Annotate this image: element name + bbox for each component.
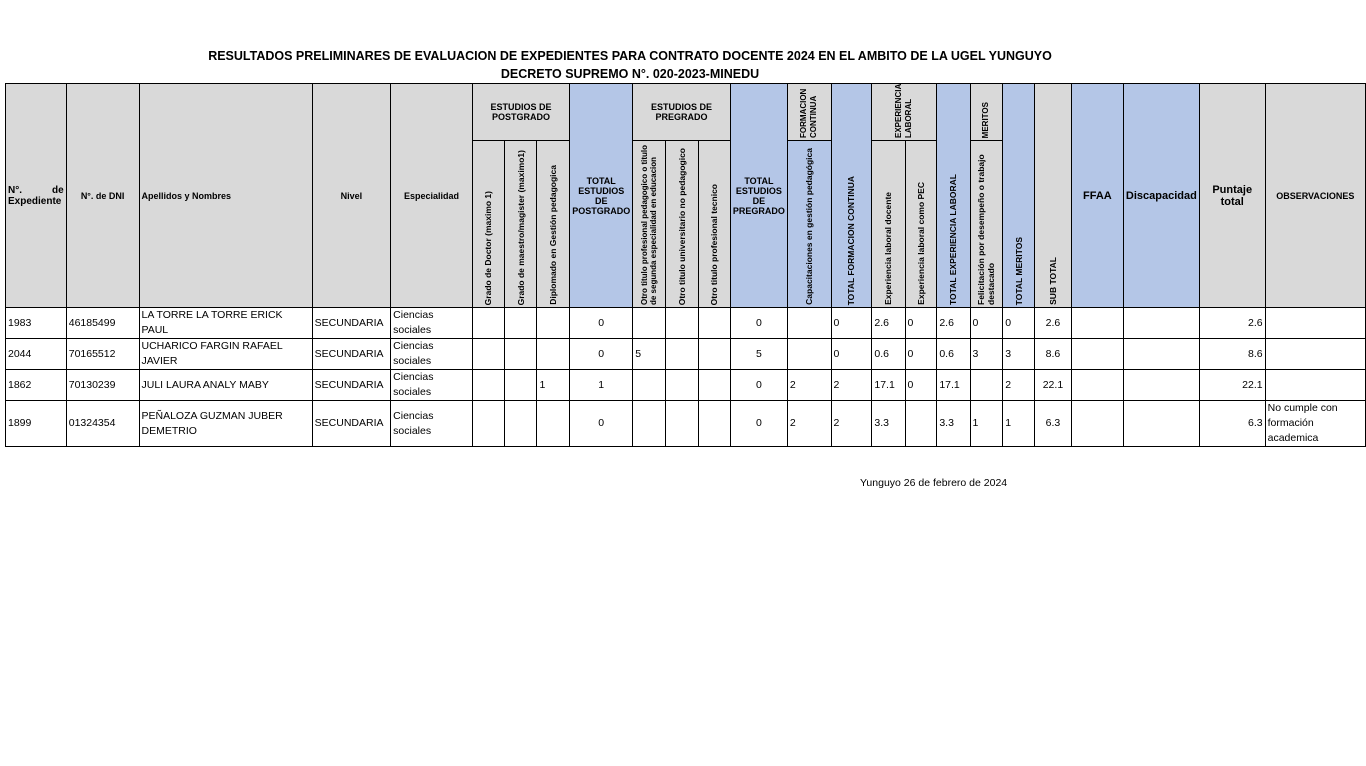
cell-subtotal: 8.6	[1035, 339, 1072, 370]
cell-total-form: 2	[831, 370, 872, 401]
cell-obs: No cumple con formación academica	[1265, 401, 1365, 447]
cell-total-exp: 17.1	[937, 370, 970, 401]
cell-total-form: 0	[831, 339, 872, 370]
cell-otro-ped	[633, 308, 666, 339]
cell-diplomado	[537, 401, 570, 447]
col-total-meritos: TOTAL MERITOS	[1003, 84, 1035, 308]
col-total-formacion: TOTAL FORMACION CONTINUA	[831, 84, 872, 308]
cell-subtotal: 22.1	[1035, 370, 1072, 401]
cell-total-pre: 0	[730, 308, 787, 339]
cell-nombre: JULI LAURA ANALY MABY	[139, 370, 312, 401]
cell-otro-tec	[698, 339, 730, 370]
document-subtitle: DECRETO SUPREMO N°. 020-2023-MINEDU	[500, 67, 760, 81]
cell-capac	[787, 308, 831, 339]
col-felicitacion: Felicitación por desempeño o trabajo destacado	[970, 141, 1003, 308]
cell-total-pre: 5	[730, 339, 787, 370]
col-expediente: N°. de Expediente	[6, 84, 67, 308]
cell-total-exp: 3.3	[937, 401, 970, 447]
cell-capac: 2	[787, 401, 831, 447]
cell-puntaje: 22.1	[1199, 370, 1265, 401]
cell-dni: 70130239	[66, 370, 139, 401]
cell-exp: 2044	[6, 339, 67, 370]
cell-otro-tec	[698, 308, 730, 339]
col-total-experiencia: TOTAL EXPERIENCIA LABORAL	[937, 84, 970, 308]
cell-doctor	[472, 370, 504, 401]
cell-otro-univ	[666, 308, 698, 339]
cell-capac: 2	[787, 370, 831, 401]
col-nombres: Apellidos y Nombres	[139, 84, 312, 308]
col-otro-titulo-pedagogico: Otro titulo profesional pedagogico o titulo de segunda especialidad en educacion	[633, 141, 666, 308]
cell-ffaa	[1071, 339, 1123, 370]
cell-otro-ped	[633, 370, 666, 401]
cell-dni: 46185499	[66, 308, 139, 339]
group-formacion: FORMACION CONTINUA	[787, 84, 831, 141]
cell-nombre: LA TORRE LA TORRE ERICK PAUL	[139, 308, 312, 339]
cell-total-form: 2	[831, 401, 872, 447]
cell-otro-univ	[666, 370, 698, 401]
cell-exp: 1899	[6, 401, 67, 447]
cell-nivel: SECUNDARIA	[312, 401, 391, 447]
table-row	[6, 401, 1366, 447]
group-pregrado: ESTUDIOS DE PREGRADO	[633, 84, 731, 141]
cell-esp: Ciencias sociales	[391, 308, 473, 339]
cell-maestro	[504, 401, 537, 447]
col-observaciones: OBSERVACIONES	[1265, 84, 1365, 308]
cell-total-mer: 1	[1003, 401, 1035, 447]
cell-ffaa	[1071, 370, 1123, 401]
col-experiencia-pec: Experiencia laboral como PEC	[905, 141, 937, 308]
place-date: Yunguyo 26 de febrero de 2024	[860, 477, 1008, 489]
cell-esp: Ciencias sociales	[391, 401, 473, 447]
cell-obs	[1265, 370, 1365, 401]
results-table	[5, 83, 1366, 447]
cell-ffaa	[1071, 308, 1123, 339]
cell-exp: 1983	[6, 308, 67, 339]
cell-maestro	[504, 339, 537, 370]
cell-total-mer: 0	[1003, 308, 1035, 339]
col-especialidad: Especialidad	[391, 84, 473, 308]
cell-capac	[787, 339, 831, 370]
cell-otro-univ	[666, 401, 698, 447]
cell-total-post: 0	[570, 401, 633, 447]
cell-total-form: 0	[831, 308, 872, 339]
cell-dni: 01324354	[66, 401, 139, 447]
col-total-pregrado: TOTAL ESTUDIOS DE PREGRADO	[730, 84, 787, 308]
cell-disc	[1123, 308, 1199, 339]
cell-felic	[970, 370, 1003, 401]
col-dni: N°. de DNI	[66, 84, 139, 308]
col-puntaje: Puntaje total	[1199, 84, 1265, 308]
group-experiencia: EXPERIENCIA LABORAL	[872, 84, 937, 141]
cell-disc	[1123, 339, 1199, 370]
cell-otro-ped	[633, 401, 666, 447]
cell-total-post: 1	[570, 370, 633, 401]
cell-maestro	[504, 370, 537, 401]
col-experiencia-docente: Experiencia laboral docente	[872, 141, 905, 308]
cell-exp-doc: 3.3	[872, 401, 905, 447]
cell-puntaje: 2.6	[1199, 308, 1265, 339]
cell-obs	[1265, 339, 1365, 370]
cell-diplomado: 1	[537, 370, 570, 401]
cell-otro-univ	[666, 339, 698, 370]
cell-felic: 3	[970, 339, 1003, 370]
cell-nombre: UCHARICO FARGIN RAFAEL JAVIER	[139, 339, 312, 370]
cell-exp-doc: 0.6	[872, 339, 905, 370]
cell-felic: 1	[970, 401, 1003, 447]
col-ffaa: FFAA	[1071, 84, 1123, 308]
cell-nivel: SECUNDARIA	[312, 308, 391, 339]
cell-exp-pec: 0	[905, 370, 937, 401]
col-capacitaciones: Capacitaciones en gestión pedagógica	[787, 141, 831, 308]
cell-exp-doc: 2.6	[872, 308, 905, 339]
cell-nivel: SECUNDARIA	[312, 339, 391, 370]
col-otro-titulo-universitario: Otro titulo universitario no pedagogico	[666, 141, 698, 308]
cell-doctor	[472, 339, 504, 370]
cell-disc	[1123, 370, 1199, 401]
cell-nombre: PEÑALOZA GUZMAN JUBER DEMETRIO	[139, 401, 312, 447]
cell-diplomado	[537, 339, 570, 370]
document-title: RESULTADOS PRELIMINARES DE EVALUACION DE EXPEDIENTES PARA CONTRATO DOCENTE 2024 EN EL AMBITO DE LA UGEL YUNGUYO	[208, 49, 1052, 63]
col-nivel: Nivel	[312, 84, 391, 308]
cell-total-exp: 2.6	[937, 308, 970, 339]
table-row	[6, 370, 1366, 401]
col-doctor: Grado de Doctor (maximo 1)	[472, 141, 504, 308]
cell-otro-tec	[698, 370, 730, 401]
cell-dni: 70165512	[66, 339, 139, 370]
cell-total-post: 0	[570, 308, 633, 339]
cell-doctor	[472, 308, 504, 339]
cell-subtotal: 6.3	[1035, 401, 1072, 447]
table-row	[6, 308, 1366, 339]
cell-total-exp: 0.6	[937, 339, 970, 370]
cell-ffaa	[1071, 401, 1123, 447]
cell-obs	[1265, 308, 1365, 339]
cell-doctor	[472, 401, 504, 447]
col-total-postgrado: TOTAL ESTUDIOS DE POSTGRADO	[570, 84, 633, 308]
cell-exp-doc: 17.1	[872, 370, 905, 401]
cell-felic: 0	[970, 308, 1003, 339]
cell-puntaje: 6.3	[1199, 401, 1265, 447]
cell-total-pre: 0	[730, 401, 787, 447]
cell-total-pre: 0	[730, 370, 787, 401]
cell-nivel: SECUNDARIA	[312, 370, 391, 401]
cell-otro-ped: 5	[633, 339, 666, 370]
cell-subtotal: 2.6	[1035, 308, 1072, 339]
cell-exp: 1862	[6, 370, 67, 401]
col-maestro: Grado de maestro/magister (maximo1)	[504, 141, 537, 308]
cell-esp: Ciencias sociales	[391, 370, 473, 401]
cell-exp-pec: 0	[905, 339, 937, 370]
col-discapacidad: Discapacidad	[1123, 84, 1199, 308]
col-otro-titulo-tecnico: Otro titulo profesional tecnico	[698, 141, 730, 308]
col-subtotal: SUB TOTAL	[1035, 84, 1072, 308]
cell-total-mer: 3	[1003, 339, 1035, 370]
col-diplomado: Diplomado en Gestión pedagogica	[537, 141, 570, 308]
cell-otro-tec	[698, 401, 730, 447]
group-meritos: MERITOS	[970, 84, 1003, 141]
cell-exp-pec: 0	[905, 308, 937, 339]
cell-diplomado	[537, 308, 570, 339]
cell-total-post: 0	[570, 339, 633, 370]
cell-puntaje: 8.6	[1199, 339, 1265, 370]
cell-maestro	[504, 308, 537, 339]
cell-exp-pec	[905, 401, 937, 447]
cell-total-mer: 2	[1003, 370, 1035, 401]
cell-esp: Ciencias sociales	[391, 339, 473, 370]
table-row	[6, 339, 1366, 370]
group-postgrado: ESTUDIOS DE POSTGRADO	[472, 84, 569, 141]
cell-disc	[1123, 401, 1199, 447]
